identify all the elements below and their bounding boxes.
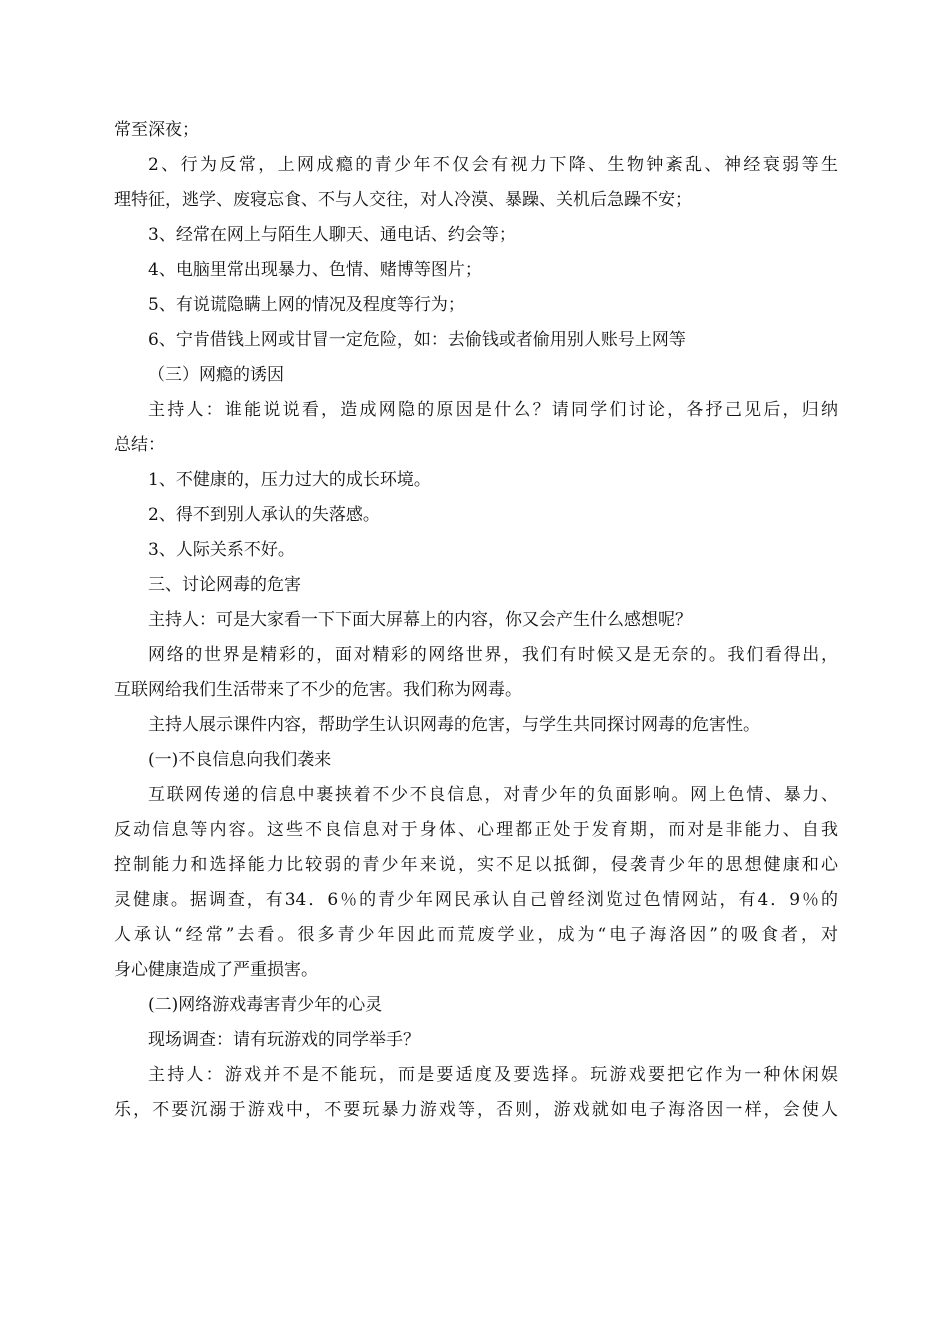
text-line: 理特征，逃学、废寝忘食、不与人交往，对人冷漠、暴躁、关机后急躁不安； — [114, 190, 692, 210]
text-line: （三）网瘾的诱因 — [148, 365, 284, 385]
text-line: 2、行为反常，上网成瘾的青少年不仅会有视力下降、生物钟紊乱、神经衰弱等生 — [148, 155, 838, 175]
text-line: 3、经常在网上与陌生人聊天、通电话、约会等； — [148, 225, 516, 245]
text-line: 人承认“经常”去看。很多青少年因此而荒废学业，成为“电子海洛因”的吸食者，对 — [114, 925, 838, 945]
text-line: (一)不良信息向我们袭来 — [148, 750, 332, 770]
text-line: 主持人：谁能说说看，造成网隐的原因是什么？请同学们讨论，各抒己见后，归纳 — [148, 400, 838, 420]
text-line: 主持人：可是大家看一下下面大屏幕上的内容，你又会产生什么感想呢？ — [148, 610, 692, 630]
text-line: 网络的世界是精彩的，面对精彩的网络世界，我们有时候又是无奈的。我们看得出， — [148, 645, 838, 665]
text-line: 2、得不到别人承认的失落感。 — [148, 505, 380, 525]
text-line: 3、人际关系不好。 — [148, 540, 295, 560]
text-line: 总结： — [114, 435, 165, 455]
text-line: 主持人展示课件内容，帮助学生认识网毒的危害，与学生共同探讨网毒的危害性。 — [148, 715, 760, 735]
text-line: 互联网传递的信息中裹挟着不少不良信息，对青少年的负面影响。网上色情、暴力、 — [148, 785, 838, 805]
text-line: 6、宁肯借钱上网或甘冒一定危险，如：去偷钱或者偷用别人账号上网等 — [148, 330, 686, 350]
text-line: (二)网络游戏毒害青少年的心灵 — [148, 995, 383, 1015]
text-line: 互联网给我们生活带来了不少的危害。我们称为网毒。 — [114, 680, 522, 700]
text-line: 主持人：游戏并不是不能玩，而是要适度及要选择。玩游戏要把它作为一种休闲娱 — [148, 1065, 838, 1085]
document-body — [114, 113, 838, 1128]
text-line: 常至深夜； — [114, 120, 199, 140]
text-line: 灵健康。据调查，有34．6％的青少年网民承认自己曾经浏览过色情网站，有4．9％的 — [114, 890, 838, 910]
text-line: 反动信息等内容。这些不良信息对于身体、心理都正处于发育期，而对是非能力、自我 — [114, 820, 838, 840]
text-line: 1、不健康的，压力过大的成长环境。 — [148, 470, 431, 490]
text-line: 控制能力和选择能力比较弱的青少年来说，实不足以抵御，侵袭青少年的思想健康和心 — [114, 855, 838, 875]
text-line: 三、讨论网毒的危害 — [148, 575, 301, 595]
text-line: 现场调查：请有玩游戏的同学举手？ — [148, 1030, 420, 1050]
text-line: 4、电脑里常出现暴力、色情、赌博等图片； — [148, 260, 482, 280]
text-line: 身心健康造成了严重损害。 — [114, 960, 318, 980]
text-line: 5、有说谎隐瞒上网的情况及程度等行为； — [148, 295, 465, 315]
text-line: 乐，不要沉溺于游戏中，不要玩暴力游戏等，否则，游戏就如电子海洛因一样，会使人 — [114, 1100, 838, 1120]
